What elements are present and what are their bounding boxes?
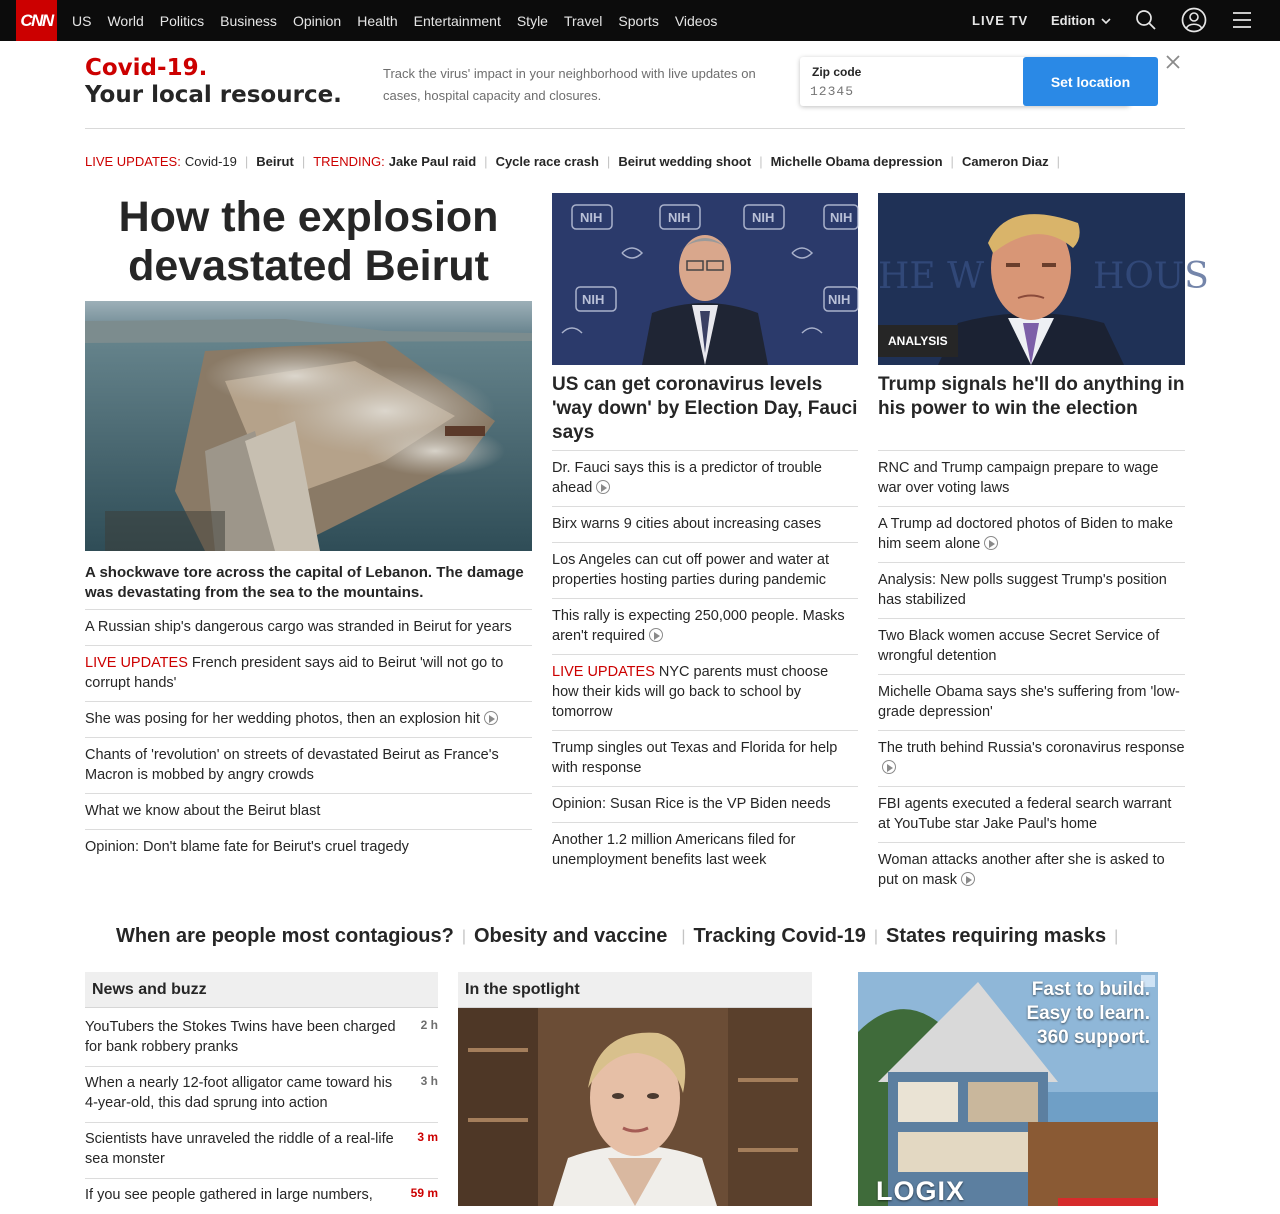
nav-link-travel[interactable]: Travel	[563, 12, 603, 29]
topic-bar	[116, 925, 1126, 948]
list-item-text: What we know about the Beirut blast	[85, 803, 321, 819]
separator: |	[681, 927, 686, 945]
separator: |	[873, 927, 878, 945]
list-item-text: Trump singles out Texas and Florida for help with response	[552, 740, 838, 776]
separator: |	[950, 153, 954, 169]
separator: |	[244, 153, 249, 169]
edition-dropdown[interactable]	[1051, 13, 1111, 28]
separator: |	[759, 153, 763, 169]
separator: |	[301, 153, 306, 169]
cnn-logo[interactable]: CNN	[16, 0, 57, 41]
list-item-text: A Russian ship's dangerous cargo was stranded in Beirut for years	[85, 619, 512, 635]
menu-icon[interactable]	[1232, 11, 1252, 31]
list-item-text: Analysis: New polls suggest Trump's position has stabilized	[878, 572, 1167, 608]
nav-link-health[interactable]: Health	[357, 12, 398, 29]
list-item[interactable]	[552, 654, 858, 730]
lead-summary[interactable]: A shockwave tore across the capital of Lebanon. The damage was devastating from the sea to the mountains.	[85, 564, 524, 601]
nav-link-politics[interactable]: Politics	[159, 12, 205, 29]
list-item[interactable]	[552, 730, 858, 786]
timestamp: 3 h	[420, 1074, 438, 1088]
list-item-text: FBI agents executed a federal search warrant at YouTube star Jake Paul's home	[878, 796, 1172, 832]
nav-link-opinion[interactable]: Opinion	[292, 12, 342, 29]
zip-label: Zip code	[812, 65, 862, 79]
trending-link-beirut[interactable]: Beirut	[256, 153, 294, 169]
separator: |	[606, 153, 611, 169]
list-item[interactable]	[85, 701, 532, 737]
list-item[interactable]	[552, 598, 858, 654]
nav-link-us[interactable]: US	[72, 12, 92, 29]
beirut-explosion-image[interactable]	[85, 301, 532, 551]
list-item[interactable]	[878, 842, 1185, 898]
list-item[interactable]	[85, 1178, 438, 1214]
separator: |	[1056, 153, 1061, 169]
list-item-text: French president says aid to Beirut 'will not go to corrupt hands'	[85, 655, 504, 691]
svg-text:NIH: NIH	[828, 292, 851, 307]
list-item-text: This rally is expecting 250,000 people. Masks aren't required	[552, 608, 845, 644]
zip-input[interactable]	[810, 82, 1010, 100]
nav-link-business[interactable]: Business	[220, 12, 277, 29]
list-item-text: The truth behind Russia's coronavirus response	[878, 740, 1185, 756]
banner-divider	[85, 128, 1185, 129]
play-icon	[984, 536, 998, 550]
trending-link[interactable]: Cycle race crash	[495, 153, 599, 169]
svg-text:HOUS: HOUS	[1093, 256, 1209, 297]
list-item-text: She was posing for her wedding photos, then an explosion hit	[85, 711, 480, 727]
list-item-text: Scientists have unraveled the riddle of a real-life sea monster	[85, 1131, 394, 1167]
ad-line: Easy to learn.	[1026, 1003, 1150, 1024]
covid-title: Covid-19.	[85, 55, 208, 81]
lead-story-list	[85, 609, 532, 865]
nav-link-world[interactable]: World	[107, 12, 144, 29]
trending-link[interactable]: Cameron Diaz	[961, 153, 1049, 169]
svg-text:NIH: NIH	[580, 210, 603, 225]
live-label: LIVE UPDATES	[552, 664, 655, 680]
spotlight-header: In the spotlight	[458, 972, 812, 1008]
list-item-text: Dr. Fauci says this is a predictor of trouble ahead	[552, 460, 822, 496]
nav-links	[64, 0, 725, 41]
trending-label: TRENDING:	[313, 153, 385, 169]
list-item[interactable]	[552, 822, 858, 878]
list-item-text: Opinion: Susan Rice is the VP Biden needs	[552, 796, 831, 812]
list-item[interactable]	[85, 1066, 438, 1122]
separator: |	[461, 927, 466, 945]
news-buzz-header: News and buzz	[85, 972, 438, 1008]
ad-copy	[1026, 978, 1150, 1050]
list-item[interactable]	[878, 674, 1185, 730]
list-item-text: Birx warns 9 cities about increasing cases	[552, 516, 822, 532]
covid-subtitle: Your local resource.	[85, 82, 342, 108]
news-buzz-list	[85, 1017, 438, 1214]
ad-brand-logo: LOGIX	[876, 1176, 966, 1206]
advertisement[interactable]	[858, 972, 1158, 1206]
list-item[interactable]	[85, 1122, 438, 1178]
list-item-text: Los Angeles can cut off power and water at properties hosting parties during pandemic	[552, 552, 830, 588]
trending-link-covid[interactable]: Covid-19	[184, 153, 237, 169]
close-icon[interactable]	[1163, 52, 1183, 72]
trending-link[interactable]: Michelle Obama depression	[770, 153, 943, 169]
top-nav	[0, 0, 1280, 41]
play-icon	[961, 872, 975, 886]
nav-link-style[interactable]: Style	[516, 12, 548, 29]
list-item-text: Michelle Obama says she's suffering from 'low-grade depression'	[878, 684, 1180, 720]
list-item-text: RNC and Trump campaign prepare to wage war over voting laws	[878, 460, 1159, 496]
list-item[interactable]	[85, 645, 532, 701]
nav-link-sports[interactable]: Sports	[618, 12, 659, 29]
ad-line: 360 support.	[1037, 1027, 1150, 1048]
svg-text:NIH: NIH	[830, 210, 853, 225]
topic-link[interactable]: States requiring masks	[885, 925, 1107, 947]
list-item[interactable]	[878, 562, 1185, 618]
svg-text:NIH: NIH	[582, 292, 605, 307]
list-item-text: YouTubers the Stokes Twins have been charged for bank robbery pranks	[85, 1019, 396, 1055]
svg-text:NIH: NIH	[668, 210, 691, 225]
list-item[interactable]	[85, 609, 532, 645]
list-item[interactable]	[85, 737, 532, 793]
list-item[interactable]	[85, 793, 532, 829]
play-icon	[649, 628, 663, 642]
topic-link[interactable]: Tracking Covid-19	[693, 925, 866, 947]
timestamp: 2 h	[420, 1018, 438, 1032]
list-item[interactable]	[878, 786, 1185, 842]
separator: |	[484, 153, 488, 169]
list-item[interactable]	[878, 730, 1185, 786]
edition-label: Edition	[1051, 13, 1096, 28]
analysis-badge: ANALYSIS	[878, 325, 958, 357]
search-icon[interactable]	[1135, 9, 1157, 31]
list-item[interactable]	[552, 450, 858, 506]
list-item[interactable]	[552, 786, 858, 822]
live-tv-link[interactable]: LIVE TV	[972, 13, 1029, 28]
list-item[interactable]	[85, 829, 532, 865]
list-item-text: A Trump ad doctored photos of Biden to make him seem alone	[878, 516, 1174, 552]
live-updates-label: LIVE UPDATES:	[85, 153, 181, 169]
list-item-text: Opinion: Don't blame fate for Beirut's cruel tragedy	[85, 839, 409, 855]
play-icon	[596, 480, 610, 494]
trump-headline[interactable]: Trump signals he'll do anything in his power to win the election	[878, 374, 1185, 419]
topic-link[interactable]: When are people most contagious?	[116, 925, 454, 947]
trending-link[interactable]: Beirut wedding shoot	[618, 153, 752, 169]
timestamp: 59 m	[410, 1186, 438, 1200]
ad-line: Fast to build.	[1031, 979, 1150, 1000]
trending-link[interactable]: Jake Paul raid	[388, 153, 477, 169]
coronavirus-story-list	[552, 450, 858, 878]
list-item-text: Two Black women accuse Secret Service of wrongful detention	[878, 628, 1160, 664]
play-icon	[484, 711, 498, 725]
trending-bar	[85, 152, 1068, 170]
list-item[interactable]	[552, 506, 858, 542]
list-item[interactable]	[878, 618, 1185, 674]
covid-description: Track the virus' impact in your neighborhood with live updates on cases, hospital capacity and closures.	[383, 66, 756, 103]
list-item-text: Chants of 'revolution' on streets of devastated Beirut as France's Macron is mobbed by angry crowds	[85, 747, 499, 783]
nav-link-videos[interactable]: Videos	[674, 12, 718, 29]
fauci-image[interactable]	[552, 193, 858, 365]
separator: |	[1114, 927, 1119, 945]
timestamp: 3 m	[417, 1130, 438, 1144]
list-item-text: If you see people gathered in large numbers,	[85, 1187, 373, 1203]
list-item[interactable]	[85, 1017, 438, 1066]
topic-link[interactable]: Obesity and vaccine	[473, 925, 668, 947]
play-icon	[882, 760, 896, 774]
account-icon[interactable]	[1181, 7, 1207, 33]
chevron-down-icon	[1101, 13, 1111, 28]
list-item-text: Another 1.2 million Americans filed for unemployment benefits last week	[552, 832, 796, 868]
list-item-text: When a nearly 12-foot alligator came toward his 4-year-old, this dad sprung into action	[85, 1075, 393, 1111]
politics-story-list	[878, 450, 1185, 898]
list-item-text: NYC parents must choose how their kids will go back to school by tomorrow	[552, 664, 829, 720]
live-label: LIVE UPDATES	[85, 655, 188, 671]
list-item[interactable]	[878, 506, 1185, 562]
lead-headline[interactable]: How the explosion devastated Beirut	[118, 193, 499, 290]
list-item[interactable]	[878, 450, 1185, 506]
fauci-headline[interactable]: US can get coronavirus levels 'way down' by Election Day, Fauci says	[552, 374, 858, 443]
svg-text:NIH: NIH	[752, 210, 775, 225]
nav-link-entertainment[interactable]: Entertainment	[413, 12, 501, 29]
list-item[interactable]	[552, 542, 858, 598]
list-item-text: Woman attacks another after she is asked to put on mask	[878, 852, 1165, 888]
svg-text:HE W: HE W	[878, 256, 985, 297]
spotlight-image[interactable]	[458, 1008, 812, 1206]
covid-banner-title	[85, 55, 342, 109]
set-location-button[interactable]: Set location	[1023, 57, 1158, 106]
